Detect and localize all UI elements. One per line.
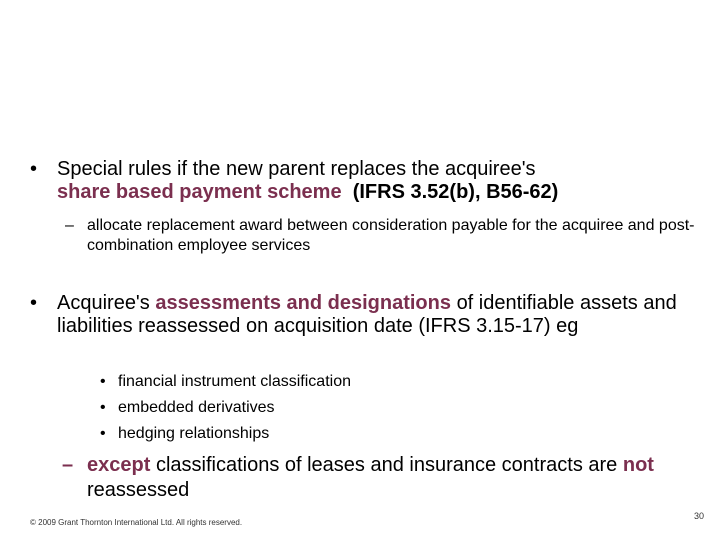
list-item-text: financial instrument classification [118,373,351,390]
exception-text-end: reassessed [87,479,190,501]
bullet-text [57,158,700,204]
bullet-marker: • [100,399,106,416]
list-item [100,369,660,395]
examples-list [100,369,660,447]
dash-marker: – [65,217,74,234]
highlight-not: not [622,454,654,476]
bullet-marker: • [30,158,38,180]
copyright-footer: © 2009 Grant Thornton International Ltd. All rights reserved. [30,518,243,527]
exception-text-main: classifications of leases and insurance contracts are [155,454,618,476]
highlight-share-based-payment: share based payment scheme [57,181,342,203]
bullet-text [57,292,700,338]
dash-marker: – [62,454,74,476]
list-item-text: hedging relationships [118,425,270,442]
bullet-marker: • [100,425,106,442]
bullet-marker: • [100,373,106,390]
sub-point-text: allocate replacement award between consideration payable for the acquiree and post-combination employee services [87,217,695,254]
list-item [100,421,660,447]
highlight-assessments-designations: assessments and designations [155,292,451,314]
bullet-text-rest: of identifiable assets and liabilities reassessed on acquisition date (IFRS 3.15-17) eg [57,292,677,337]
bullet-share-based-payment [30,158,700,204]
bullet-marker: • [30,292,38,314]
bullet-text-intro: Acquiree's [57,292,150,314]
page-number: 30 [693,511,704,521]
highlight-except: except [87,454,151,476]
ifrs-reference: (IFRS 3.52(b), B56-62) [352,181,559,203]
exception-text [87,453,712,503]
sub-point-replacement-award [65,216,695,256]
list-item-text: embedded derivatives [118,399,275,416]
list-item [100,395,660,421]
bullet-assessments [30,292,700,338]
bullet-text-intro: Special rules if the new parent replaces the acquiree's [57,158,536,180]
exception-point [62,453,712,503]
